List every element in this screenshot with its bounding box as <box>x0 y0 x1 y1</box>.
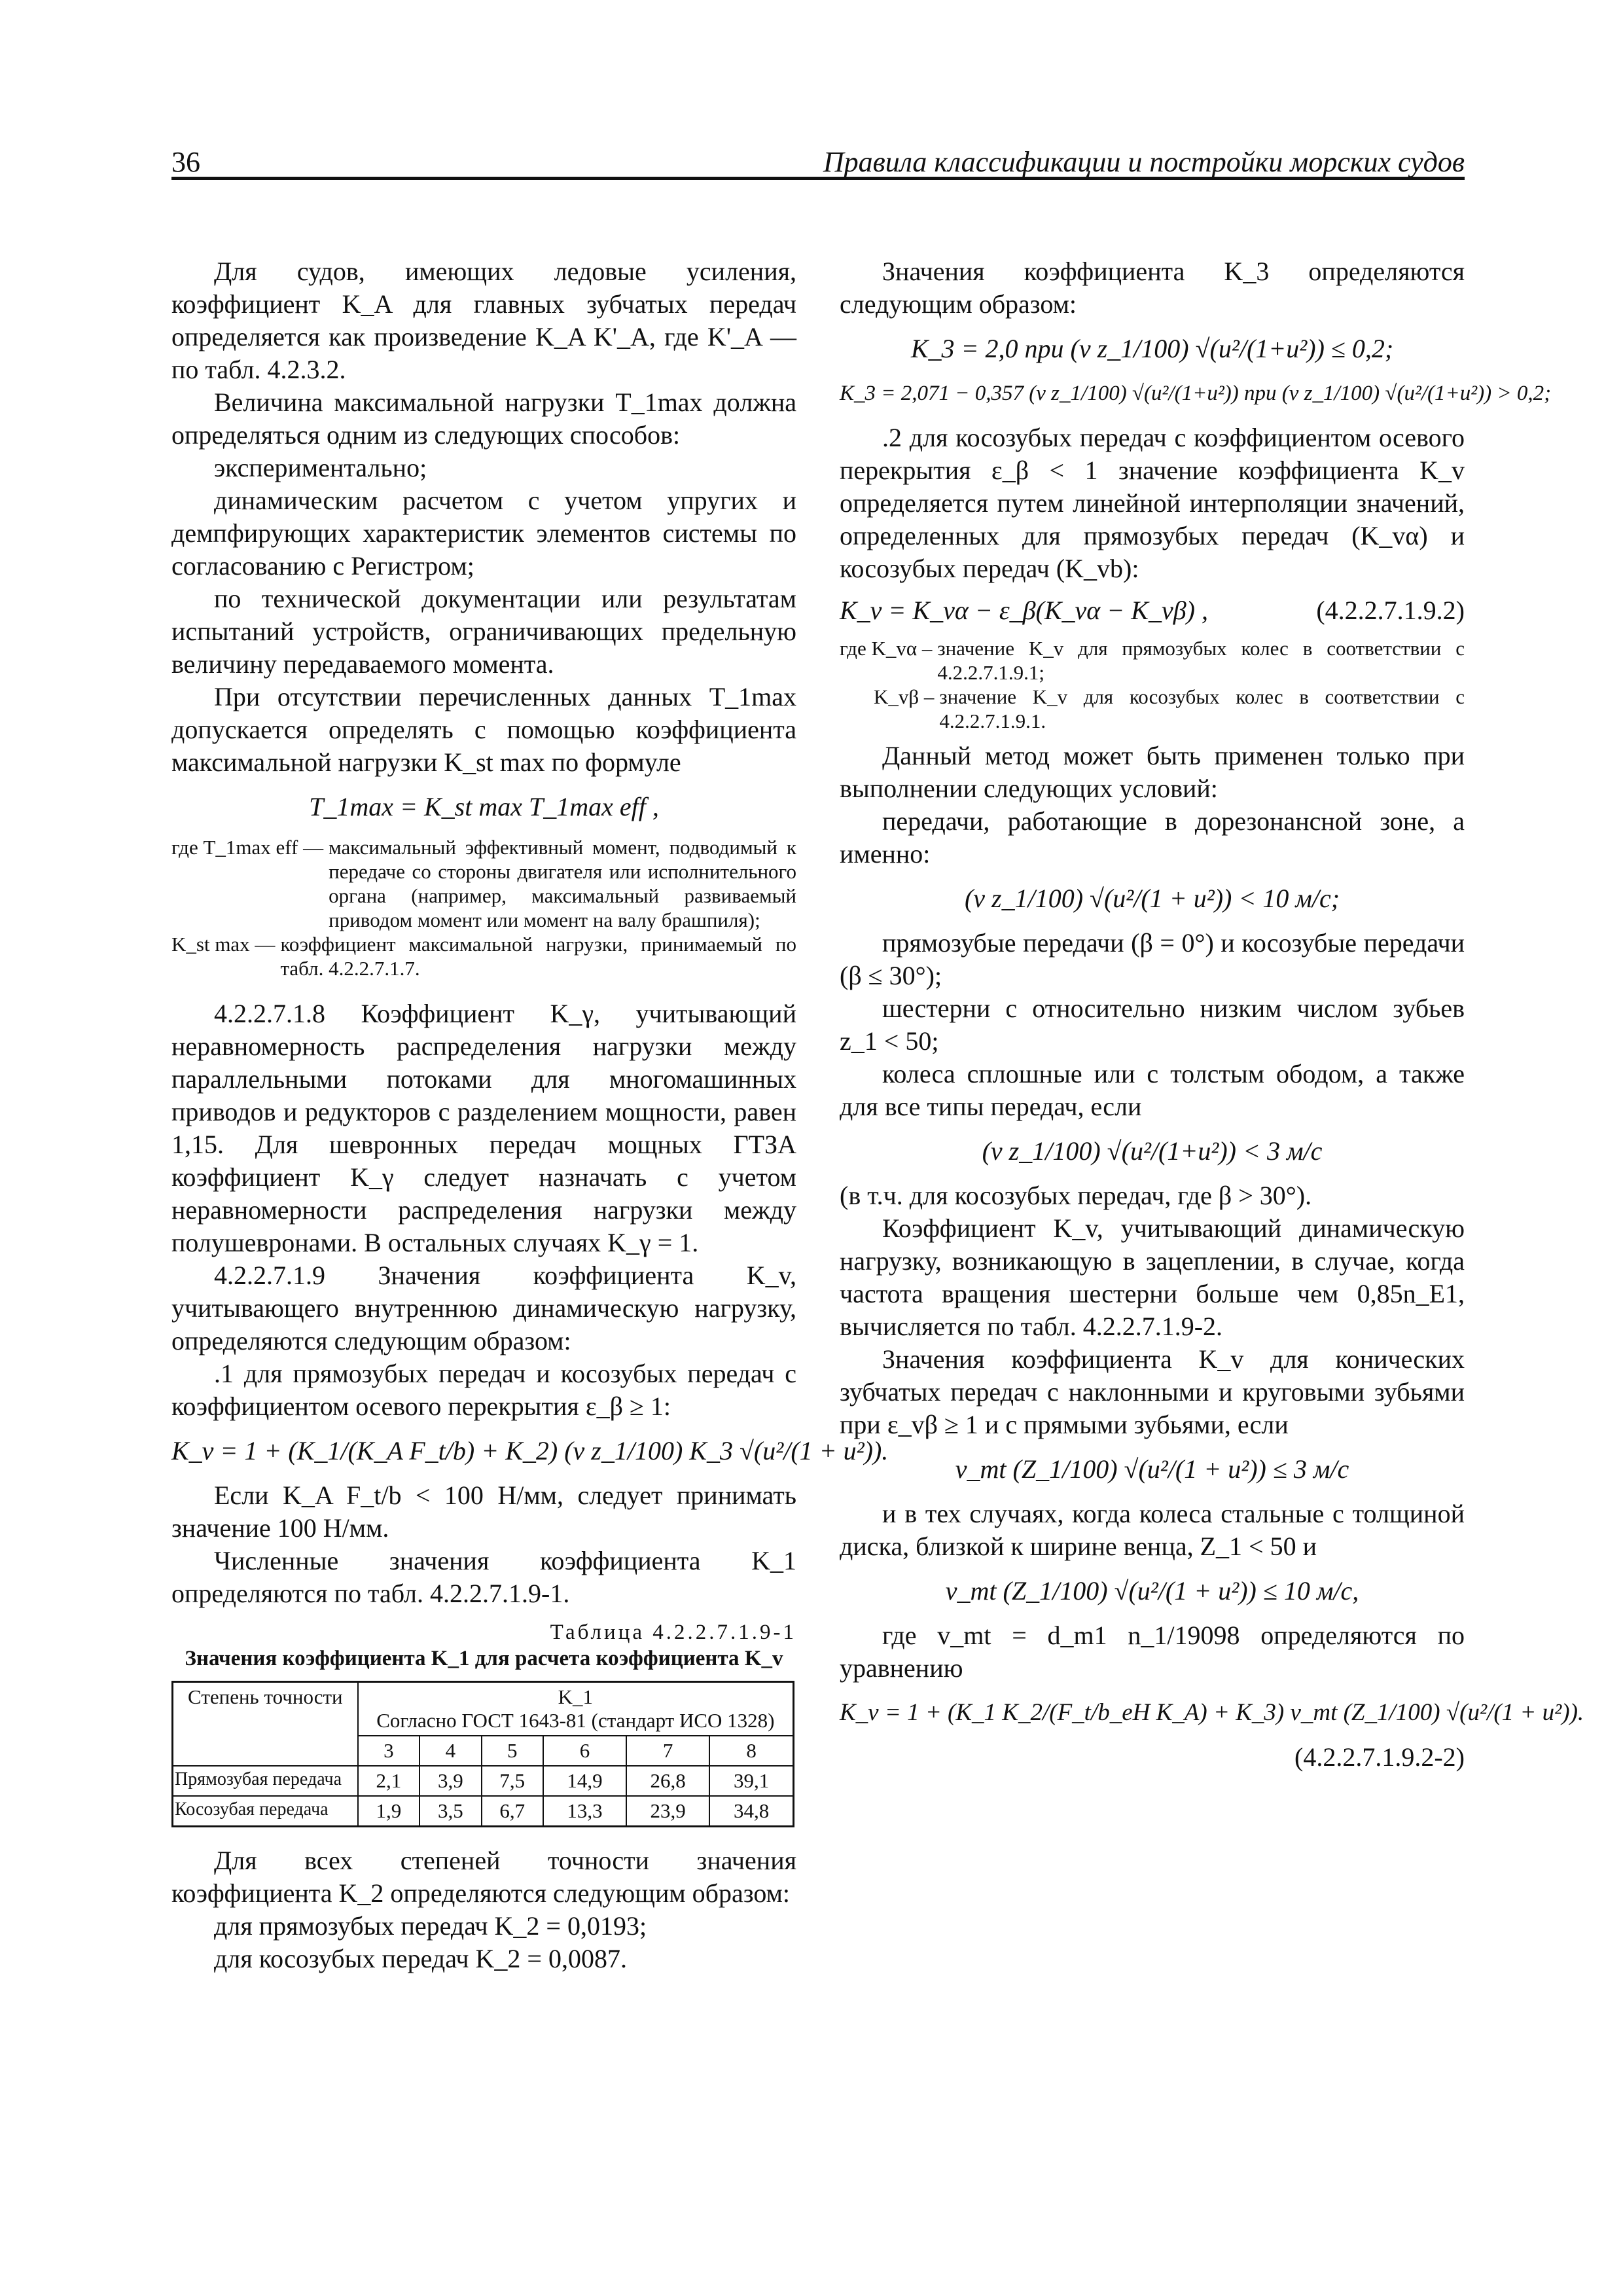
table-cell: 7,5 <box>482 1766 543 1796</box>
row-label: Прямозубая передача <box>173 1766 358 1796</box>
paragraph: и в тех случаях, когда колеса стальные с толщиной диска, близкой к ширине венца, Z_1 < 50 и <box>840 1499 1465 1561</box>
grade-cell: 8 <box>709 1736 793 1766</box>
grade-cell: 7 <box>626 1736 709 1766</box>
formula-kv1: K_v = 1 + (K_1/(K_A F_t/b) + K_2) (v z_1/100) K_3 √(u²/(1 + u²)). <box>171 1436 889 1465</box>
where-symbol: K_vβ – <box>874 685 935 708</box>
paragraph: Для всех степеней точности значения коэффициента K_2 определяются следующим образом: <box>171 1846 796 1908</box>
table-cell: 2,1 <box>358 1766 419 1796</box>
grade-cell: 3 <box>358 1736 419 1766</box>
formula-kv-interp <box>840 594 1465 627</box>
paragraph: прямозубые передачи (β = 0°) и косозубые передачи (β ≤ 30°); <box>840 928 1465 990</box>
grade-cell: 5 <box>482 1736 543 1766</box>
table-cell: 14,9 <box>543 1766 626 1796</box>
where-text: значение K_v для косозубых колес в соответствии с 4.2.2.7.1.9.1. <box>939 685 1465 732</box>
where-item <box>840 636 1465 685</box>
where-text: максимальный эффективный момент, подводимый к передаче со стороны двигателя или исполнительного органа (например, максимальный развиваемый приводом момент или момент на валу брашпиля); <box>329 836 796 931</box>
where-item <box>840 685 1465 733</box>
where-text: коэффициент максимальной нагрузки, принимаемый по табл. 4.2.2.7.1.7. <box>280 933 796 980</box>
grade-cell: 4 <box>419 1736 481 1766</box>
paragraph: .2 для косозубых передач с коэффициентом осевого перекрытия ε_β < 1 значение коэффициента K_v определяется путем линейной интерполяции значений, определенных для прямозубых передач (K_vα) и косозубых передач (K_vb): <box>840 423 1465 583</box>
table-header-cell <box>358 1682 794 1736</box>
paragraph: Данный метод может быть применен только при выполнении следующих условий: <box>840 741 1465 803</box>
running-title: Правила классификации и постройки морских судов <box>823 146 1465 178</box>
section-4-2-2-7-1-8: 4.2.2.7.1.8 Коэффициент K_γ, учитывающий неравномерность распределения нагрузки между параллельными потоками для многомашинных приводов и редукторов с разделением мощности, равен 1,15. Для шевронных передач мощных ГТЗА коэффициент K_γ следует назначать с учетом неравномерности распределения нагрузки между полушевронами. В остальных случаях K_γ = 1. <box>171 999 796 1257</box>
paragraph: динамическим расчетом с учетом упругих и демпфирующих характеристик элементов системы по согласованию с Регистром; <box>171 486 796 581</box>
table-cell: 34,8 <box>709 1796 793 1827</box>
row-label: Косозубая передача <box>173 1796 358 1827</box>
formula-tmax: T_1max = K_st max T_1max eff , <box>309 792 659 821</box>
equation-number: (4.2.2.7.1.9.2) <box>1316 596 1465 625</box>
where-item <box>171 932 796 980</box>
k1-symbol: K_1 <box>558 1685 594 1708</box>
table-cell: 23,9 <box>626 1796 709 1827</box>
paragraph: колеса сплошные или с толстым ободом, а также для все типы передач, если <box>840 1059 1465 1121</box>
formula-condition-4: v_mt (Z_1/100) √(u²/(1 + u²)) ≤ 10 м/с, <box>945 1576 1359 1605</box>
k1-table <box>171 1681 794 1827</box>
table-row <box>173 1766 794 1796</box>
paragraph: по технической документации или результатам испытаний устройств, ограничивающих предельную величину передаваемого момента. <box>171 584 796 679</box>
where-symbol: где T_1max eff — <box>171 836 324 859</box>
table-cell: 6,7 <box>482 1796 543 1827</box>
table-header-cell: Степень точности <box>173 1682 358 1767</box>
paragraph: экспериментально; <box>214 453 427 482</box>
table-caption: Таблица 4.2.2.7.1.9-1 <box>550 1621 796 1644</box>
paragraph: шестерни с относительно низким числом зубьев z_1 < 50; <box>840 994 1465 1056</box>
table-cell: 3,5 <box>419 1796 481 1827</box>
where-symbol: K_st max — <box>171 933 276 956</box>
where-symbol: где K_vα – <box>840 637 933 660</box>
paragraph: для косозубых передач K_2 = 0,0087. <box>214 1944 627 1973</box>
paragraph: где v_mt = d_m1 n_1/19098 определяются по уравнению <box>840 1621 1465 1683</box>
paragraph: Величина максимальной нагрузки T_1max должна определяться одним из следующих способов: <box>171 387 796 450</box>
table-cell: 13,3 <box>543 1796 626 1827</box>
standard-label: Согласно ГОСТ 1643-81 (стандарт ИСО 1328) <box>376 1709 775 1732</box>
table-title: Значения коэффициента K_1 для расчета коэффициента K_v <box>185 1647 783 1670</box>
right-column <box>840 255 1584 1774</box>
table-cell: 1,9 <box>358 1796 419 1827</box>
page-number: 36 <box>171 146 200 178</box>
table-header-row <box>173 1682 794 1736</box>
header-rule <box>171 177 1465 180</box>
paragraph: Для судов, имеющих ледовые усиления, коэффициент K_A для главных зубчатых передач определяется как произведение K_A K'_A, где K'_A — по табл. 4.2.3.2. <box>171 257 796 384</box>
where-list <box>171 835 796 980</box>
grade-cell: 6 <box>543 1736 626 1766</box>
paragraph: При отсутствии перечисленных данных T_1max допускается определять с помощью коэффициента максимальной нагрузки K_st max по формуле <box>171 682 796 777</box>
paragraph: Если K_A F_t/b < 100 Н/мм, следует принимать значение 100 Н/мм. <box>171 1480 796 1543</box>
formula-k3-b: K_3 = 2,071 − 0,357 (v z_1/100) √(u²/(1+u²)) при (v z_1/100) √(u²/(1+u²)) > 0,2; <box>840 382 1552 405</box>
paragraph: для прямозубых передач K_2 = 0,0193; <box>214 1911 647 1941</box>
paragraph: .1 для прямозубых передач и косозубых передач с коэффициентом осевого перекрытия ε_β ≥ 1: <box>171 1359 796 1421</box>
paragraph: Значения коэффициента K_v для конических зубчатых передач с наклонными и круговыми зубьями при ε_vβ ≥ 1 и с прямыми зубьями, если <box>840 1344 1465 1439</box>
formula-condition-1: (v z_1/100) √(u²/(1 + u²)) < 10 м/с; <box>964 884 1340 913</box>
where-item <box>171 835 796 932</box>
where-text: значение K_v для прямозубых колес в соответствии с 4.2.2.7.1.9.1; <box>937 637 1465 684</box>
formula-condition-2: (v z_1/100) √(u²/(1+u²)) < 3 м/с <box>982 1136 1323 1166</box>
where-list <box>840 636 1465 733</box>
section-4-2-2-7-1-9: 4.2.2.7.1.9 Значения коэффициента K_v, учитывающего внутреннюю динамическую нагрузку, определяются следующим образом: <box>171 1261 796 1355</box>
paragraph: Значения коэффициента K_3 определяются следующим образом: <box>840 257 1465 319</box>
paragraph: Численные значения коэффициента K_1 определяются по табл. 4.2.2.7.1.9-1. <box>171 1546 796 1608</box>
table-cell: 26,8 <box>626 1766 709 1796</box>
equation-number: (4.2.2.7.1.9.2-2) <box>1294 1742 1465 1772</box>
formula-body: K_v = K_vα − ε_β(K_vα − K_vβ) , <box>840 596 1208 625</box>
paragraph: Коэффициент K_v, учитывающий динамическую нагрузку, возникающую в зацеплении, в случае, когда частота вращения шестерни больше чем 0,85n_E1, вычисляется по табл. 4.2.2.7.1.9-2. <box>840 1213 1465 1341</box>
paragraph: (в т.ч. для косозубых передач, где β > 30°). <box>840 1181 1312 1210</box>
table-cell: 39,1 <box>709 1766 793 1796</box>
table-row <box>173 1796 794 1827</box>
paragraph: передачи, работающие в дорезонансной зоне, а именно: <box>840 806 1465 869</box>
formula-condition-3: v_mt (Z_1/100) √(u²/(1 + u²)) ≤ 3 м/с <box>955 1454 1349 1484</box>
table-cell: 3,9 <box>419 1766 481 1796</box>
formula-kv-conic: K_v = 1 + (K_1 K_2/(F_t/b_eH K_A) + K_3) v_mt (Z_1/100) √(u²/(1 + u²)). <box>840 1699 1584 1726</box>
formula-k3-a: K_3 = 2,0 при (v z_1/100) √(u²/(1+u²)) ≤ 0,2; <box>910 334 1394 363</box>
